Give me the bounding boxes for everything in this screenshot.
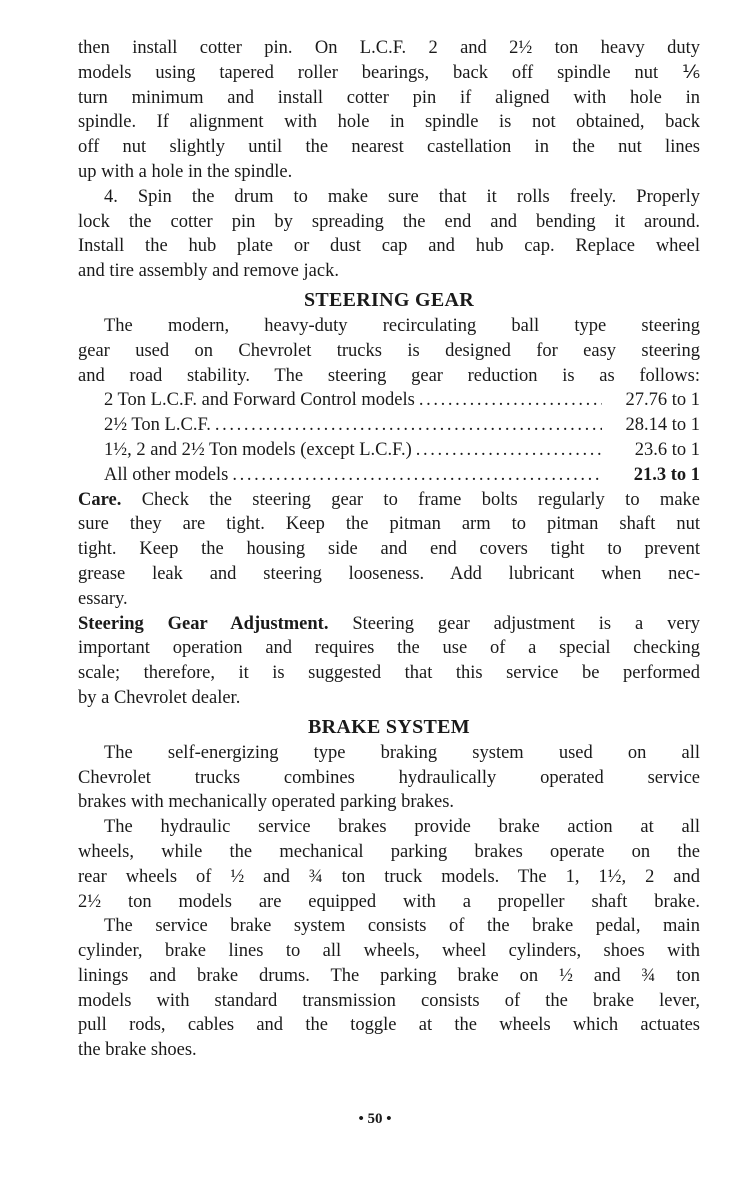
text-line: spindle. If alignment with hole in spindle is not obtained, back (78, 112, 700, 133)
text-line: lock the cotter pin by spreading the end and bending it around. (78, 211, 700, 232)
text-line: off nut slightly until the nearest castellation in the nut lines (78, 137, 700, 158)
ratio-value: 21.3 to 1 (633, 464, 700, 485)
ratio-table (78, 388, 700, 487)
text-line: cylinder, brake lines to all wheels, wheel cylinders, shoes with (78, 941, 700, 962)
intro-paragraph (78, 36, 700, 185)
run-in-label: Care. (78, 489, 122, 510)
text-line: models with standard transmission consists of the brake lever, (78, 990, 700, 1011)
text-line: tight. Keep the housing side and end covers tight to prevent (78, 539, 700, 560)
ratio-label: 2½ Ton L.C.F. (104, 415, 211, 436)
ratio-label: 2 Ton L.C.F. and Forward Control models (104, 390, 415, 411)
ratio-row (78, 438, 700, 463)
text-line: grease leak and steering looseness. Add lubricant when nec- (78, 563, 700, 584)
ratio-value: 23.6 to 1 (634, 439, 700, 460)
ratio-label: 1½, 2 and 2½ Ton models (except L.C.F.) (104, 439, 412, 460)
run-in-label: Steering Gear Adjustment. (78, 613, 329, 634)
brake-paragraph-2 (78, 815, 700, 914)
brake-paragraph-3 (78, 914, 700, 1063)
ratio-row (78, 463, 700, 488)
text-line: brakes with mechanically operated parking brakes. (78, 792, 455, 813)
steering-intro-paragraph (78, 314, 700, 388)
ratio-value: 28.14 to 1 (625, 415, 700, 436)
text-line: The self-energizing type braking system used on all (104, 742, 700, 763)
line-text: Check the steering gear to frame bolts regularly to make (141, 489, 700, 510)
text-line: up with a hole in the spindle. (78, 161, 293, 182)
text-line: important operation and requires the use of a special checking (78, 638, 700, 659)
page-number: • 50 • (358, 1111, 392, 1127)
text-line: Install the hub plate or dust cap and hub cap. Replace wheel (78, 236, 700, 257)
brake-system-heading: BRAKE SYSTEM (308, 715, 470, 738)
text-line: The hydraulic service brakes provide brake action at all (104, 817, 700, 838)
text-line: and tire assembly and remove jack. (78, 261, 339, 282)
text-line (78, 612, 700, 637)
steering-gear-heading: STEERING GEAR (303, 288, 475, 311)
text-line: then install cotter pin. On L.C.F. 2 and 2½ ton heavy duty (78, 38, 700, 58)
ratio-value: 27.76 to 1 (625, 390, 700, 411)
text-line: essary. (78, 588, 128, 609)
step-4-paragraph (78, 185, 700, 284)
adjustment-paragraph (78, 612, 700, 711)
text-line: The service brake system consists of the brake pedal, main (104, 916, 700, 937)
line-text: Steering gear adjustment is a very (352, 613, 701, 634)
text-line: pull rods, cables and the toggle at the wheels which actuates (78, 1015, 700, 1036)
page-body (78, 36, 700, 1063)
text-line (78, 488, 700, 513)
brake-paragraph-1 (78, 741, 700, 815)
care-paragraph (78, 488, 700, 612)
text-line: rear wheels of ½ and ¾ ton truck models. The 1, 1½, 2 and (78, 866, 700, 887)
text-line: by a Chevrolet dealer. (78, 687, 241, 708)
text-line: Chevrolet trucks combines hydraulically operated service (78, 767, 700, 788)
text-line: 4. Spin the drum to make sure that it rolls freely. Properly (104, 186, 700, 207)
ratio-row (78, 388, 700, 413)
text-line: The modern, heavy-duty recirculating ball type steering (104, 315, 700, 336)
ratio-row (78, 413, 700, 438)
text-line: sure they are tight. Keep the pitman arm to pitman shaft nut (78, 514, 700, 535)
text-line: 2½ ton models are equipped with a propeller shaft brake. (78, 891, 700, 912)
ratio-label: All other models (104, 464, 229, 485)
text-line: models using tapered roller bearings, back off spindle nut ⅙ (78, 62, 700, 83)
text-line: turn minimum and install cotter pin if aligned with hole in (78, 87, 700, 108)
text-line: the brake shoes. (78, 1040, 197, 1061)
text-line: scale; therefore, it is suggested that this service be performed (78, 663, 700, 684)
text-line: wheels, while the mechanical parking brakes operate on the (78, 841, 700, 862)
text-line: gear used on Chevrolet trucks is designed for easy steering (78, 340, 700, 361)
text-line: and road stability. The steering gear reduction is as follows: (78, 365, 700, 386)
text-line: linings and brake drums. The parking brake on ½ and ¾ ton (78, 965, 700, 986)
